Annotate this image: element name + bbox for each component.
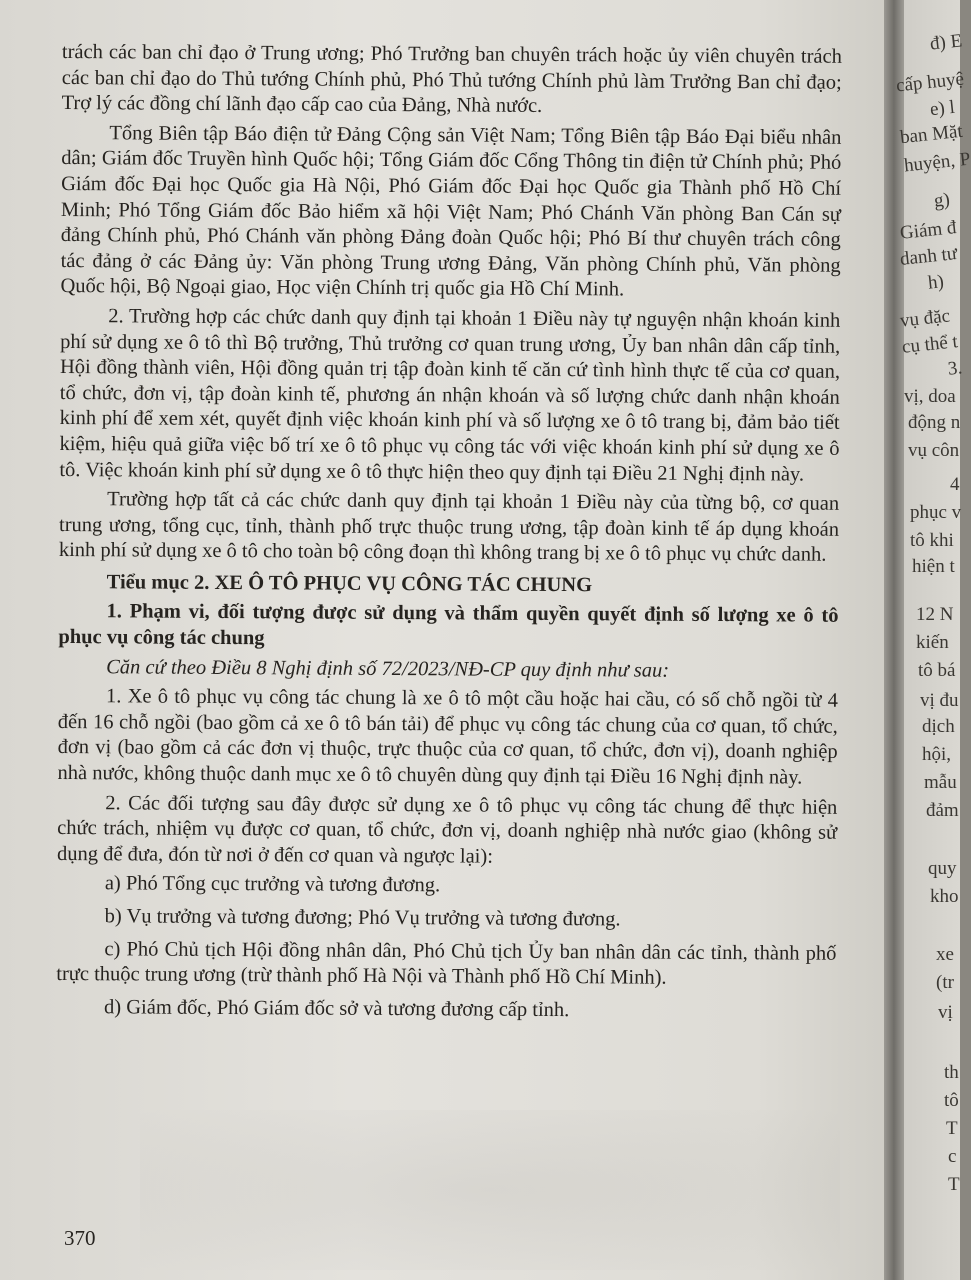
right-page-fragment: Giám đ [899,217,958,244]
paragraph-clause-2: 2. Trường hợp các chức danh quy định tại khoản 1 Điều này tự nguyện nhận khoán kinh phí sử dụng xe ô tô thì Bộ trưởng, Thủ trưởng cơ quan trung ương, Ủy ban nhân dân cấp tỉnh, Hội đồng thành viên, Hội đồng quản trị tập đoàn kinh tế căn cứ tình hình thực tế của cơ quan, tổ chức, đơn vị, tập đoàn kinh tế, phương án nhận khoán và số lượng chức danh nhận khoán kinh phí để xem xét, quyết định việc khoán kinh phí và số lượng xe ô tô trang bị, đảm bảo tiết kiệm, hiệu quả giữa việc bố trí xe ô tô phục vụ công tác với việc khoán kinh phí sử dụng xe ô tô. Việc khoán kinh phí sử dụng xe ô tô thực hiện theo quy định tại Điều 21 Nghị định này. [59,305,841,486]
right-page-fragment: th [944,1062,959,1083]
paragraph-continuation: trách các ban chỉ đạo ở Trung ương; Phó Trưởng ban chuyên trách hoặc ủy viên chuyên trách các ban chỉ đạo do Thủ tướng Chính phủ, Phó Thủ tướng Chính phủ làm Trưởng Ban chỉ đạo; Trợ lý các đồng chí lãnh đạo cấp cao của Đảng, Nhà nước. [61,40,842,118]
page-number: 370 [64,1226,96,1250]
right-page-fragment: T [948,1174,960,1195]
right-page-fragment: vị, doa [904,386,956,407]
right-page-fragment: kiến [916,632,949,653]
right-page-fragment: quy [928,858,957,879]
right-page-fragment: phục v [910,502,962,523]
list-item-c: c) Phó Chủ tịch Hội đồng nhân dân, Phó Chủ tịch Ủy ban nhân dân các tỉnh, thành phố trực thuộc trung ương (trừ thành phố Hà Nội và Thành phố Hồ Chí Minh). [56,937,837,989]
paragraph-all-titles: Trường hợp tất cả các chức danh quy định tại khoản 1 Điều này của từng bộ, cơ quan trung ương, tổng cục, tỉnh, thành phố trực thuộc trung ương, tập đoàn kinh tế áp dụng khoán kinh phí sử dụng xe ô tô cho toàn bộ công đoạn thì không trang bị xe ô tô phục vụ chức danh. [58,488,840,566]
list-item-b: b) Vụ trưởng và tương đương; Phó Vụ trưởng và tương đương. [104,905,621,931]
right-page-fragment: e) l [928,96,956,121]
right-page-fragment: huyện, P [903,148,971,177]
right-page-fragment: xe [936,944,954,965]
right-page-fragment: vị đu [920,690,959,711]
book-gutter [884,0,906,1280]
right-page-fragment: ban Mặt [899,120,964,149]
right-page-edge [895,0,971,1280]
right-page-fragment: cấp huyệ [895,68,965,97]
right-page-fragment: tô khi [910,530,954,551]
right-page-fragment: vụ côn [908,440,960,461]
right-page-fragment: 3. [946,357,964,380]
right-page-fragment: tô [944,1090,959,1111]
paragraph-officials-list: Tổng Biên tập Báo điện tử Đảng Cộng sản Việt Nam; Tổng Biên tập Báo Đại biểu nhân dân; Giám đốc Truyền hình Quốc hội; Tổng Giám đốc Cổng Thông tin điện tử Chính phủ; Phó Giám đốc Đại học Quốc gia Hà Nội, Phó Giám đốc Đại học Quốc gia Thành phố Hồ Chí Minh; Phó Tổng Giám đốc Bảo hiểm xã hội Việt Nam; Phó Chánh Văn phòng Ban Cán sự đảng Chính phủ, Phó Chánh văn phòng Đảng đoàn Quốc hội; Phó Bí thư chuyên trách công tác đảng ở các Đảng ủy: Văn phòng Trung ương Đảng, Văn phòng Chính phủ, Văn phòng Quốc hội, Bộ Ngoại giao, Học viện Chính trị quốc gia Hồ Chí Minh. [60,122,842,301]
list-item-a: a) Phó Tổng cục trưởng và tương đương. [104,872,441,897]
right-page-fragment: đ) E [928,30,964,55]
right-page-fragment: g) [932,189,951,212]
bleed-through-shadow [140,1110,840,1270]
right-page-fragment: đảm [926,800,959,821]
right-page-fragment: hiện t [912,556,955,577]
section-heading: 1. Phạm vi, đối tượng được sử dụng và thẩm quyền quyết định số lượng xe ô tô phục vụ công tác chung [58,600,839,650]
right-page-fragment: danh tư [899,243,959,270]
right-page-fragment: vị [938,1002,953,1023]
right-page-fragment: (tr [936,972,954,993]
subsection-heading: Tiểu mục 2. XE Ô TÔ PHỤC VỤ CÔNG TÁC CHUNG [106,571,593,597]
right-page-fragment: dịch [922,716,955,737]
paragraph-eligible-users: 2. Các đối tượng sau đây được sử dụng xe ô tô phục vụ công tác chung để thực hiện chức trách, nhiệm vụ được cơ quan, tổ chức, đơn vị, doanh nghiệp nhà nước giao (không sử dụng để đưa, đón từ nơi ở đến cơ quan và ngược lại): [56,791,838,868]
right-page-fragment: cụ thể t [901,331,959,358]
right-page-fragment: hội, [922,744,952,765]
right-page-fragment: vụ đặc [898,305,952,332]
right-page-fragment: 12 N [916,604,954,625]
right-page-fragment: c [948,1146,957,1167]
list-item-d: d) Giám đốc, Phó Giám đốc sở và tương đương cấp tỉnh. [104,996,570,1021]
right-page-fragment: h) [926,271,945,294]
right-page-fragment: tô bá [918,660,956,681]
legal-basis-note: Căn cứ theo Điều 8 Nghị định số 72/2023/NĐ-CP quy định như sau: [106,655,670,682]
right-page-fragment: 4 [950,474,960,495]
right-page-fragment: động n [908,412,961,433]
paragraph-definition: 1. Xe ô tô phục vụ công tác chung là xe ô tô một cầu hoặc hai cầu, có số chỗ ngồi từ 4 đến 16 chỗ ngồi (bao gồm cả xe ô tô bán tải) để phục vụ công tác chung của cơ quan, tổ chức, đơn vị (bao gồm cả các đơn vị thuộc, trực thuộc của cơ quan, tổ chức, đơn vị), doanh nghiệp nhà nước, không thuộc danh mục xe ô tô chuyên dùng quy định tại Điều 16 Nghị định này. [57,685,839,789]
right-page-fragment: kho [930,886,959,907]
body-text [56,40,842,1032]
right-page-fragment: T [946,1118,958,1139]
right-page-fragment: mẫu [924,772,957,793]
